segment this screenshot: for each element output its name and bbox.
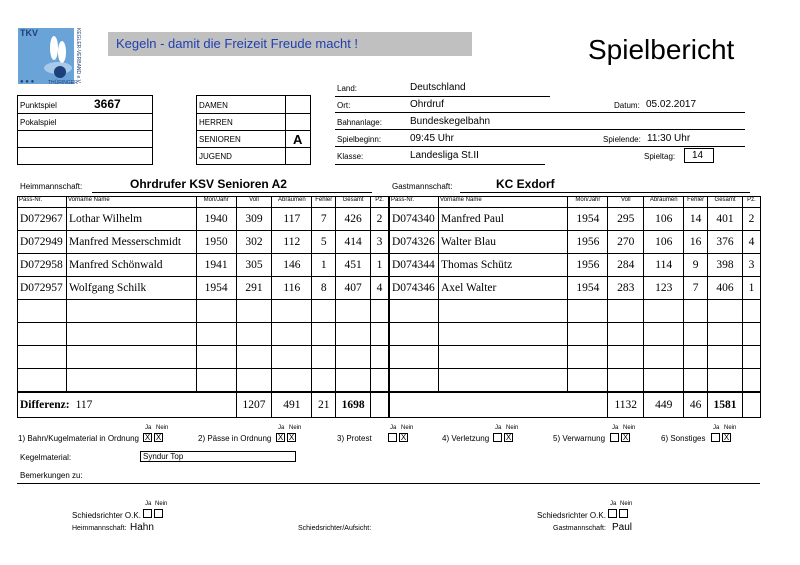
total-gesamt: 1698 xyxy=(336,392,371,418)
home-score-table xyxy=(17,196,389,418)
column-header: Pass-Nr. xyxy=(390,197,439,208)
table-cell: 295 xyxy=(608,208,644,231)
table-cell xyxy=(708,323,743,346)
table-cell xyxy=(196,300,236,323)
table-cell: 3 xyxy=(743,254,761,277)
table-cell xyxy=(236,323,272,346)
bahnanlage-label: Bahnanlage: xyxy=(337,118,382,127)
table-cell xyxy=(644,346,684,369)
check-nein-checkbox[interactable]: X xyxy=(400,433,407,442)
table-cell xyxy=(236,300,272,323)
table-cell: 398 xyxy=(708,254,743,277)
total-fehler: 46 xyxy=(684,392,708,418)
check-nein-caption: Nein xyxy=(623,425,636,431)
totals-row xyxy=(390,392,761,418)
table-cell xyxy=(684,323,708,346)
table-cell: 302 xyxy=(236,231,272,254)
spieltag-value: 14 xyxy=(692,150,704,161)
spieltag-label: Spieltag: xyxy=(644,152,676,161)
check-ja-checkbox[interactable] xyxy=(711,433,720,442)
total-voll: 1132 xyxy=(608,392,644,418)
table-cell xyxy=(336,323,371,346)
table-cell xyxy=(608,369,644,393)
category-selected-value: A xyxy=(293,132,303,147)
category-damen: DAMEN xyxy=(199,101,228,110)
table-cell xyxy=(390,369,439,393)
table-cell xyxy=(708,346,743,369)
check-ja-checkbox[interactable] xyxy=(493,433,502,442)
table-cell: 4 xyxy=(371,277,389,300)
table-row xyxy=(390,277,761,300)
table-cell: 106 xyxy=(644,231,684,254)
table-cell xyxy=(390,323,439,346)
differenz-value: 117 xyxy=(75,399,93,411)
table-cell xyxy=(66,369,196,393)
table-row xyxy=(390,346,761,369)
check-nein-caption: Nein xyxy=(506,425,519,431)
footer-right-ja: Ja xyxy=(610,501,617,507)
table-cell xyxy=(684,369,708,393)
check-label: 4) Verletzung xyxy=(442,434,490,443)
table-cell xyxy=(568,346,608,369)
bahnanlage-value: Bundeskegelbahn xyxy=(410,116,491,127)
column-header: Fehler xyxy=(684,197,708,208)
table-cell: Lothar Wilhelm xyxy=(66,208,196,231)
footer-right-ja-checkbox[interactable] xyxy=(608,509,617,518)
datum-value: 05.02.2017 xyxy=(646,99,697,110)
totals-spacer xyxy=(390,392,608,418)
table-cell xyxy=(66,323,196,346)
table-row xyxy=(18,231,389,254)
gast-label: Gastmannschaft: xyxy=(392,182,453,191)
table-cell xyxy=(66,300,196,323)
table-row xyxy=(18,277,389,300)
column-header: Gesamt xyxy=(708,197,743,208)
table-cell: 270 xyxy=(608,231,644,254)
table-cell xyxy=(644,369,684,393)
table-cell: 16 xyxy=(684,231,708,254)
klasse-label: Klasse: xyxy=(337,152,364,161)
table-cell: 112 xyxy=(272,231,312,254)
table-cell xyxy=(390,346,439,369)
column-header: Pz. xyxy=(743,197,761,208)
schiedsrichter-ok-right-label: Schiedsrichter O.K. xyxy=(537,511,606,520)
footer-gast-label: Gastmannschaft: xyxy=(553,525,606,532)
footer-right-nein: Nein xyxy=(620,501,633,507)
table-row xyxy=(18,208,389,231)
check-label: 1) Bahn/Kugelmaterial in Ordnung xyxy=(18,434,139,443)
table-cell xyxy=(608,323,644,346)
check-ja-checkbox[interactable]: X xyxy=(277,433,284,442)
table-cell: 1954 xyxy=(568,277,608,300)
table-cell: 1 xyxy=(743,277,761,300)
table-cell xyxy=(568,323,608,346)
column-header: Voll xyxy=(236,197,272,208)
table-row xyxy=(18,323,389,346)
table-cell: 8 xyxy=(312,277,336,300)
category-herren: HERREN xyxy=(199,118,233,127)
logo-initials: TKV xyxy=(20,28,38,38)
check-nein-checkbox[interactable]: X xyxy=(288,433,295,442)
table-row xyxy=(390,300,761,323)
table-cell xyxy=(743,369,761,393)
table-cell: Manfred Paul xyxy=(438,208,567,231)
table-cell xyxy=(371,369,389,393)
table-cell xyxy=(18,369,67,393)
total-gesamt: 1581 xyxy=(708,392,743,418)
table-cell: D074344 xyxy=(390,254,439,277)
table-cell: 1940 xyxy=(196,208,236,231)
column-header: Vorname Name xyxy=(66,197,196,208)
table-row xyxy=(18,369,389,393)
table-cell xyxy=(18,323,67,346)
spielbeginn-value: 09:45 Uhr xyxy=(410,133,454,144)
check-ja-checkbox[interactable] xyxy=(610,433,619,442)
bemerkungen-label: Bemerkungen zu: xyxy=(20,471,83,480)
spielende-label: Spielende: xyxy=(603,135,641,144)
column-header: Fehler xyxy=(312,197,336,208)
table-cell: 1 xyxy=(371,254,389,277)
spielbeginn-label: Spielbeginn: xyxy=(337,135,382,144)
table-cell: 7 xyxy=(684,277,708,300)
table-cell: Manfred Messerschmidt xyxy=(66,231,196,254)
guest-score-table xyxy=(389,196,761,418)
table-cell: 123 xyxy=(644,277,684,300)
slogan-text: Kegeln - damit die Freizeit Freude macht ! xyxy=(116,36,359,51)
table-cell xyxy=(743,300,761,323)
table-cell: 426 xyxy=(336,208,371,231)
table-row xyxy=(18,300,389,323)
table-cell: 1954 xyxy=(568,208,608,231)
differenz-cell xyxy=(18,392,237,418)
table-cell xyxy=(336,369,371,393)
kegelmaterial-value: Syndur Top xyxy=(143,452,184,461)
table-cell: 5 xyxy=(312,231,336,254)
column-header: Mon/Jahr xyxy=(568,197,608,208)
check-nein-caption: Nein xyxy=(724,425,737,431)
table-cell xyxy=(18,300,67,323)
table-cell: 3 xyxy=(371,231,389,254)
table-cell: 305 xyxy=(236,254,272,277)
punktspiel-label: Punktspiel xyxy=(20,101,57,110)
table-cell: 146 xyxy=(272,254,312,277)
table-cell: 4 xyxy=(743,231,761,254)
klasse-value: Landesliga St.II xyxy=(410,150,479,161)
table-cell: Axel Walter xyxy=(438,277,567,300)
table-cell: 1 xyxy=(312,254,336,277)
check-ja-checkbox[interactable] xyxy=(388,433,397,442)
table-cell: 1950 xyxy=(196,231,236,254)
footer-heim-value: Hahn xyxy=(130,522,154,533)
ort-label: Ort: xyxy=(337,101,351,110)
table-row xyxy=(390,231,761,254)
table-cell: 1941 xyxy=(196,254,236,277)
category-jugend: JUGEND xyxy=(199,152,232,161)
footer-heim-label: Heimmannschaft: xyxy=(72,525,127,532)
heim-team-name: Ohrdrufer KSV Senioren A2 xyxy=(130,177,287,191)
heim-label: Heimmannschaft: xyxy=(20,182,83,191)
check-label: 3) Protest xyxy=(337,434,372,443)
page-title: Spielbericht xyxy=(588,34,735,65)
table-cell xyxy=(644,300,684,323)
table-cell: D074346 xyxy=(390,277,439,300)
table-cell xyxy=(371,346,389,369)
table-row xyxy=(18,346,389,369)
total-pz xyxy=(371,392,389,418)
table-cell xyxy=(438,346,567,369)
land-value: Deutschland xyxy=(410,82,466,93)
table-cell: 376 xyxy=(708,231,743,254)
category-senioren: SENIOREN xyxy=(199,135,241,144)
column-header: Vorname Name xyxy=(438,197,567,208)
table-row xyxy=(390,254,761,277)
table-cell xyxy=(743,323,761,346)
footer-aufsicht-label: Schiedsrichter/Aufsicht: xyxy=(298,525,372,532)
check-ja-caption: Ja xyxy=(612,425,619,431)
schiedsrichter-ok-left-label: Schiedsrichter O.K. xyxy=(72,511,141,520)
table-cell xyxy=(438,369,567,393)
table-cell: 401 xyxy=(708,208,743,231)
table-cell: 7 xyxy=(312,208,336,231)
check-ja-caption: Ja xyxy=(713,425,720,431)
check-label: 6) Sonstiges xyxy=(661,434,706,443)
check-ja-caption: Ja xyxy=(145,425,152,431)
check-label: 5) Verwarnung xyxy=(553,434,606,443)
table-cell: Wolfgang Schilk xyxy=(66,277,196,300)
table-cell xyxy=(371,323,389,346)
table-cell: 451 xyxy=(336,254,371,277)
land-label: Land: xyxy=(337,84,358,93)
spielende-value: 11:30 Uhr xyxy=(647,133,691,144)
total-pz xyxy=(743,392,761,418)
table-cell: 1956 xyxy=(568,254,608,277)
table-cell: 309 xyxy=(236,208,272,231)
table-cell xyxy=(438,300,567,323)
table-cell: 1954 xyxy=(196,277,236,300)
logo-bottom-text: THÜRINGER xyxy=(48,80,78,86)
table-cell: 291 xyxy=(236,277,272,300)
table-cell xyxy=(608,300,644,323)
footer-right-nein-checkbox[interactable] xyxy=(619,509,628,518)
table-cell: D072967 xyxy=(18,208,67,231)
table-cell: D074340 xyxy=(390,208,439,231)
check-nein-checkbox[interactable]: X xyxy=(155,433,162,442)
table-cell: 284 xyxy=(608,254,644,277)
table-cell xyxy=(196,346,236,369)
table-cell: D072957 xyxy=(18,277,67,300)
check-nein-checkbox[interactable]: X xyxy=(723,433,730,442)
table-cell xyxy=(336,346,371,369)
table-cell xyxy=(312,346,336,369)
table-cell xyxy=(644,323,684,346)
table-cell xyxy=(568,369,608,393)
total-abraeumen: 491 xyxy=(272,392,312,418)
table-cell xyxy=(438,323,567,346)
table-cell: 14 xyxy=(684,208,708,231)
table-row xyxy=(18,254,389,277)
table-cell xyxy=(272,369,312,393)
ort-value: Ohrdruf xyxy=(410,99,444,110)
table-cell xyxy=(390,300,439,323)
table-cell xyxy=(608,346,644,369)
table-row xyxy=(390,323,761,346)
column-header: Mon/Jahr xyxy=(196,197,236,208)
gast-team-name: KC Exdorf xyxy=(496,177,555,191)
footer-gast-value: Paul xyxy=(612,522,633,533)
table-cell: 406 xyxy=(708,277,743,300)
table-cell: 407 xyxy=(336,277,371,300)
total-abraeumen: 449 xyxy=(644,392,684,418)
check-nein-checkbox[interactable]: X xyxy=(505,433,512,442)
check-ja-caption: Ja xyxy=(390,425,397,431)
table-cell: 9 xyxy=(684,254,708,277)
table-cell: 283 xyxy=(608,277,644,300)
table-cell: 106 xyxy=(644,208,684,231)
table-cell xyxy=(196,369,236,393)
footer-left-ja: Ja xyxy=(145,501,152,507)
table-cell xyxy=(743,346,761,369)
check-nein-caption: Nein xyxy=(156,425,169,431)
footer-left-ja-checkbox[interactable] xyxy=(143,509,152,518)
table-cell xyxy=(18,346,67,369)
datum-label: Datum: xyxy=(614,101,640,110)
differenz-label: Differenz: xyxy=(20,399,70,411)
kegelmaterial-label: Kegelmaterial: xyxy=(20,453,72,462)
table-cell: 414 xyxy=(336,231,371,254)
column-header: Abräumen xyxy=(644,197,684,208)
punktspiel-value: 3667 xyxy=(94,97,121,111)
check-label: 2) Pässe in Ordnung xyxy=(198,434,272,443)
table-cell xyxy=(312,323,336,346)
table-cell: D072949 xyxy=(18,231,67,254)
check-ja-caption: Ja xyxy=(495,425,502,431)
table-cell xyxy=(272,300,312,323)
table-cell xyxy=(236,346,272,369)
table-row xyxy=(390,369,761,393)
table-cell xyxy=(371,300,389,323)
table-cell xyxy=(336,300,371,323)
table-cell xyxy=(272,323,312,346)
table-cell: D074326 xyxy=(390,231,439,254)
total-fehler: 21 xyxy=(312,392,336,418)
table-cell: 117 xyxy=(272,208,312,231)
column-header: Pass-Nr. xyxy=(18,197,67,208)
column-header: Voll xyxy=(608,197,644,208)
table-cell xyxy=(66,346,196,369)
table-cell xyxy=(684,346,708,369)
table-cell: D072958 xyxy=(18,254,67,277)
check-ja-caption: Ja xyxy=(278,425,285,431)
check-nein-caption: Nein xyxy=(289,425,302,431)
column-header: Gesamt xyxy=(336,197,371,208)
table-cell xyxy=(684,300,708,323)
check-nein-checkbox[interactable]: X xyxy=(622,433,629,442)
table-cell xyxy=(568,300,608,323)
table-cell: 114 xyxy=(644,254,684,277)
table-cell xyxy=(708,369,743,393)
table-cell xyxy=(312,369,336,393)
table-cell xyxy=(196,323,236,346)
check-nein-caption: Nein xyxy=(401,425,414,431)
check-ja-checkbox[interactable]: X xyxy=(144,433,151,442)
totals-row xyxy=(18,392,389,418)
table-cell: 2 xyxy=(743,208,761,231)
column-header: Abräumen xyxy=(272,197,312,208)
logo-dots: ● ● ● xyxy=(20,79,35,85)
table-row xyxy=(390,208,761,231)
table-cell: 2 xyxy=(371,208,389,231)
footer-left-nein-checkbox[interactable] xyxy=(154,509,163,518)
total-voll: 1207 xyxy=(236,392,272,418)
pokalspiel-label: Pokalspiel xyxy=(20,118,57,127)
table-cell xyxy=(272,346,312,369)
table-cell xyxy=(312,300,336,323)
footer-left-nein: Nein xyxy=(155,501,168,507)
table-cell: Thomas Schütz xyxy=(438,254,567,277)
table-cell: 116 xyxy=(272,277,312,300)
table-cell: 1956 xyxy=(568,231,608,254)
logo-side-text: KEGLER-VERBAND e.V. xyxy=(75,28,81,84)
table-cell xyxy=(236,369,272,393)
table-cell xyxy=(708,300,743,323)
table-cell: Walter Blau xyxy=(438,231,567,254)
column-header: Pz. xyxy=(371,197,389,208)
table-cell: Manfred Schönwald xyxy=(66,254,196,277)
